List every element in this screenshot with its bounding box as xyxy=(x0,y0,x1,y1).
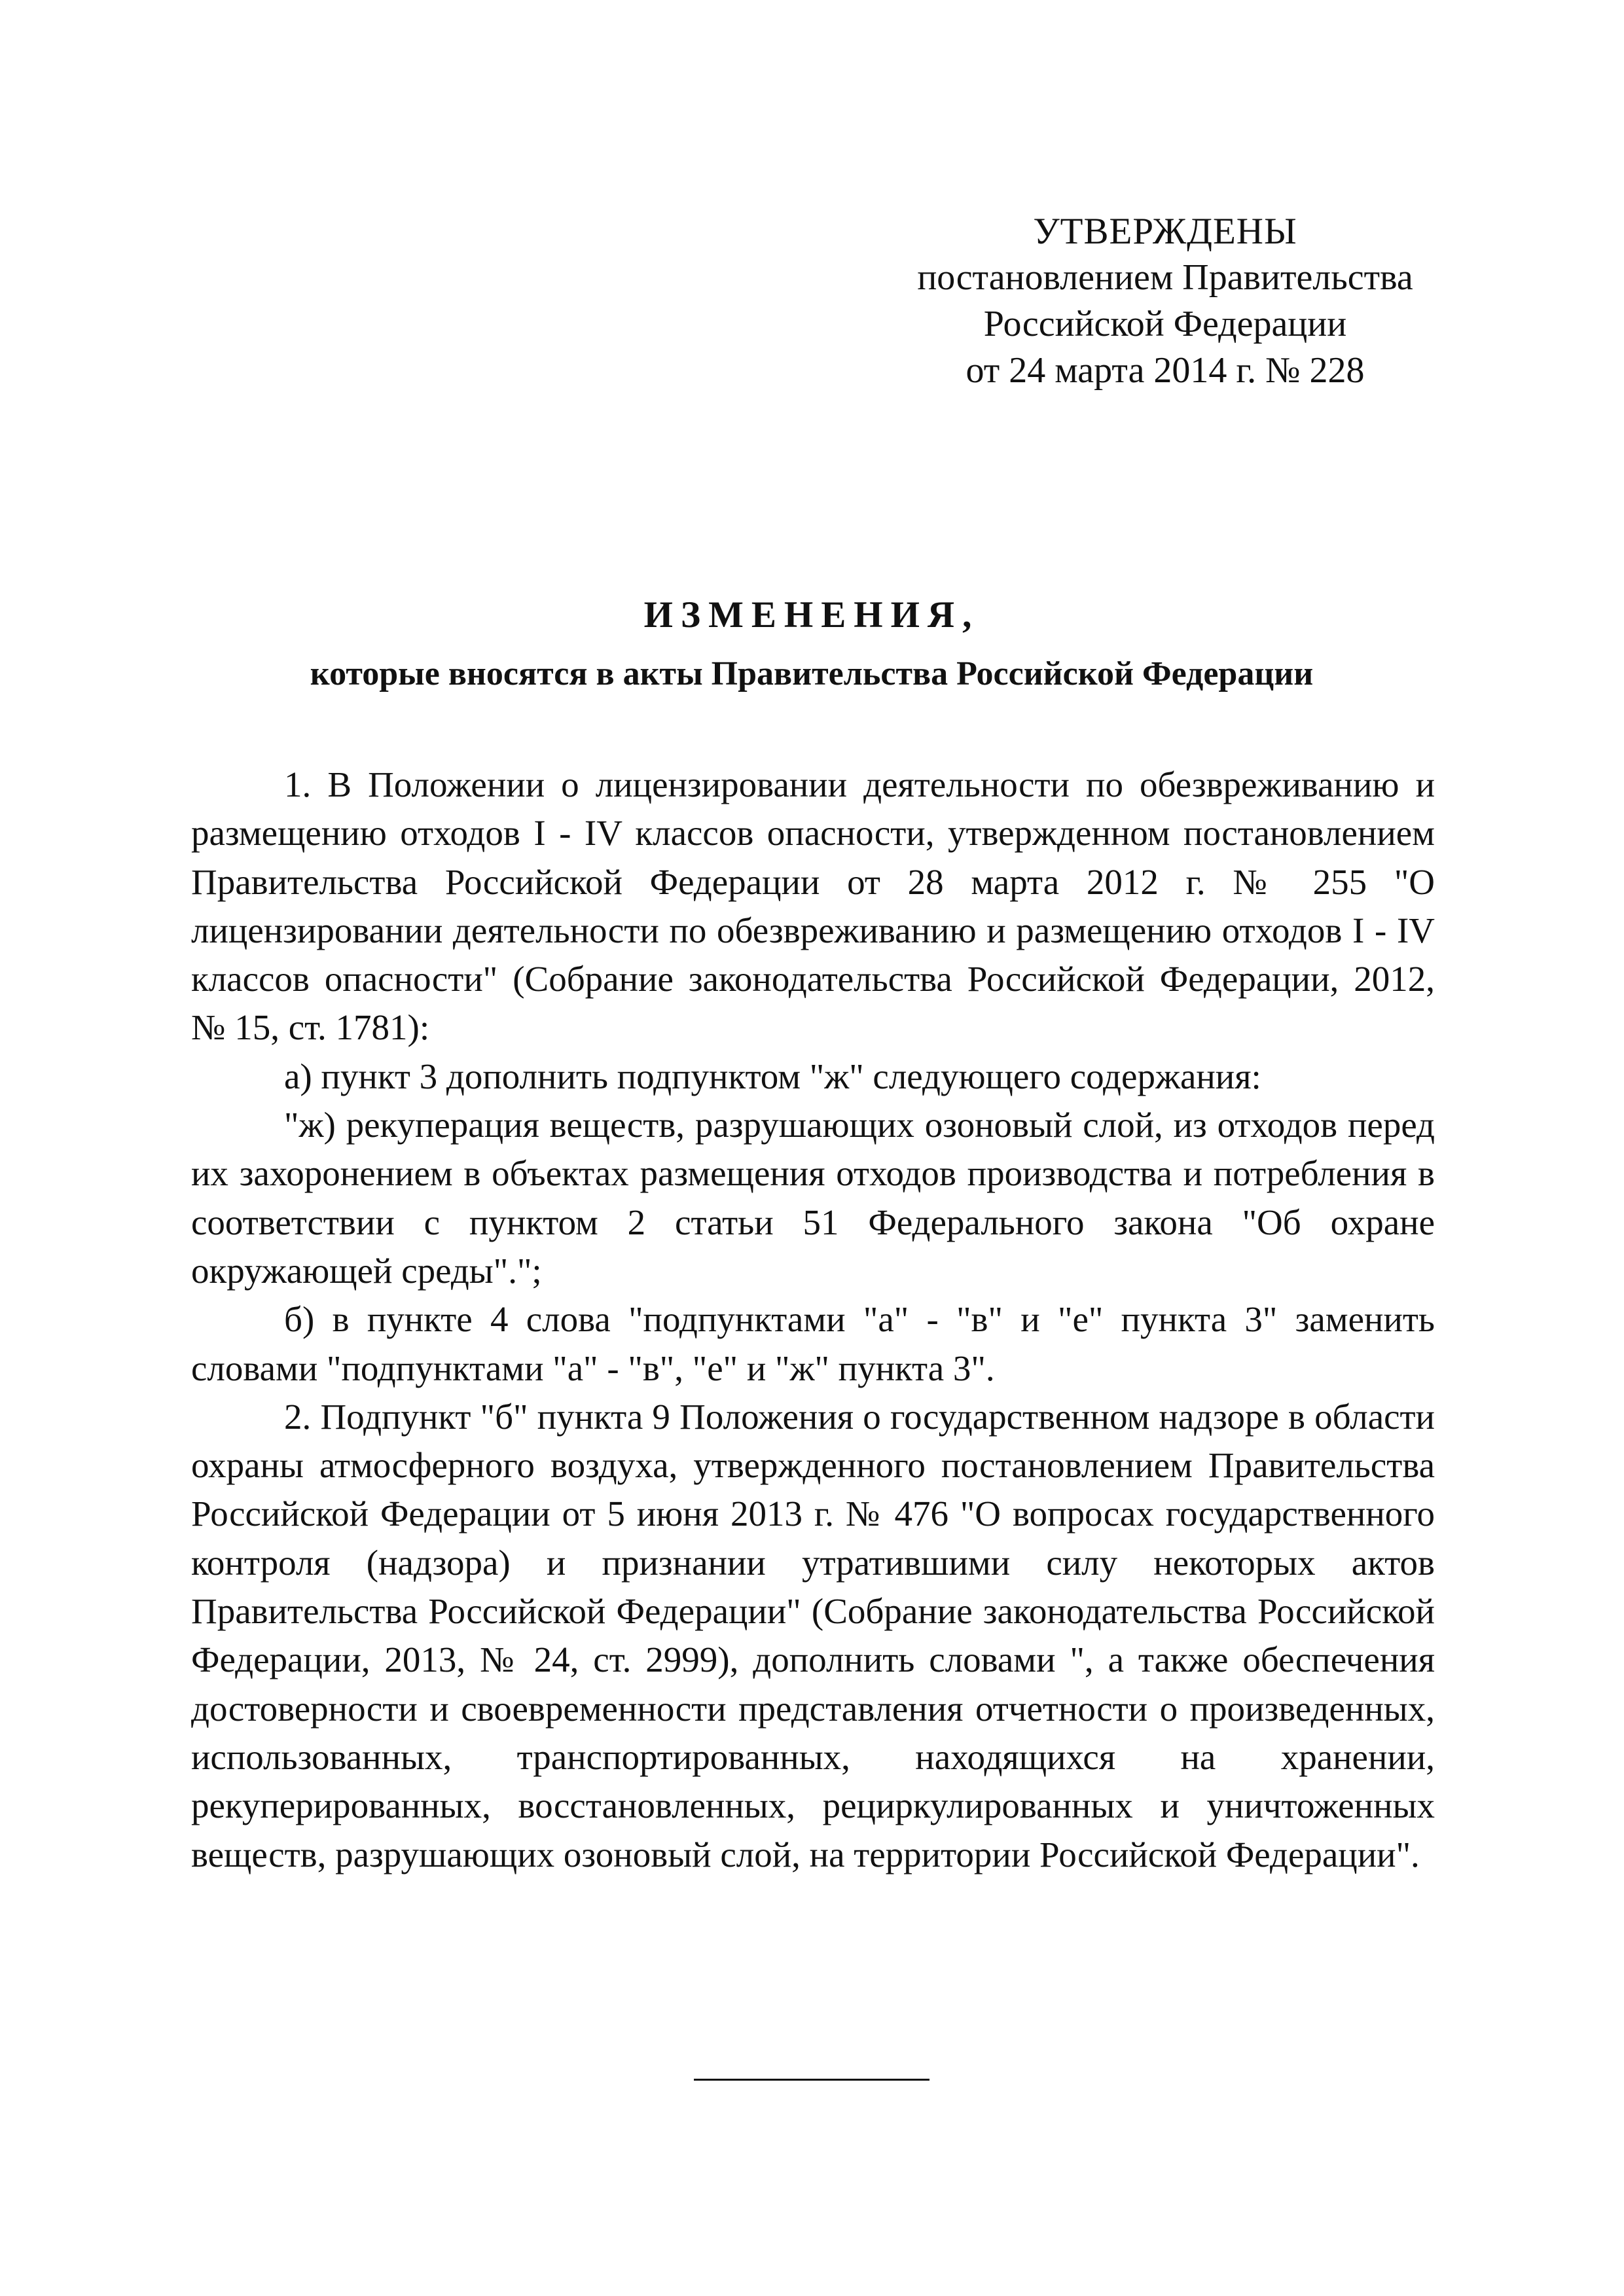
document-body xyxy=(191,761,1435,1879)
approval-title: УТВЕРЖДЕНЫ xyxy=(1033,211,1297,252)
approval-line-3: от 24 марта 2014 г. № 228 xyxy=(965,350,1365,391)
paragraph-1a: а) пункт 3 дополнить подпунктом "ж" следующего содержания: xyxy=(284,1056,1261,1096)
approval-line-1: постановлением Правительства xyxy=(917,257,1413,298)
paragraph-1: 1. В Положении о лицензировании деятельности по обезвреживанию и размещению отходов I - IV классов опасности, утвержденном постановлением Правительства Российской Федерации от 28 марта 2012 г. № 255 "О лицензировании деятельности по обезвреживанию и размещению отходов I - IV классов опасности" (Собрание законодательства Российской Федерации, 2012, № 15, ст. 1781): xyxy=(191,764,1435,1048)
document-heading xyxy=(190,589,1434,700)
paragraph-1b: б) в пункте 4 слова "подпунктами "а" - "в" и "е" пункта 3" заменить словами "подпунктами "а" - "в", "е" и "ж" пункта 3". xyxy=(191,1299,1435,1388)
end-separator-line xyxy=(694,2079,929,2081)
approval-stamp-block xyxy=(871,208,1460,394)
paragraph-1a-quote: "ж) рекуперация веществ, разрушающих озоновый слой, из отходов перед их захоронением в объектах размещения отходов производства и потребления в соответствии с пунктом 2 статьи 51 Федерального закона "Об охране окружающей среды"."; xyxy=(191,1105,1435,1291)
document-subtitle: которые вносятся в акты Правительства Российской Федерации xyxy=(310,655,1314,692)
paragraph-2: 2. Подпункт "б" пункта 9 Положения о государственном надзоре в области охраны атмосферного воздуха, утвержденного постановлением Правительства Российской Федерации от 5 июня 2013 г. № 476 "О вопросах государственного контроля (надзора) и признании утратившими силу некоторых актов Правительства Российской Федерации" (Собрание законодательства Российской Федерации, 2013, № 24, ст. 2999), дополнить словами ", а также обеспечения достоверности и своевременности представления отчетности о произведенных, использованных, транспортированных, находящихся на хранении, рекуперированных, восстановленных, рециркулированных и уничтоженных веществ, разрушающих озоновый слой, на территории Российской Федерации". xyxy=(191,1396,1435,1874)
document-title: ИЗМЕНЕНИЯ, xyxy=(643,594,980,636)
approval-line-2: Российской Федерации xyxy=(983,304,1347,344)
